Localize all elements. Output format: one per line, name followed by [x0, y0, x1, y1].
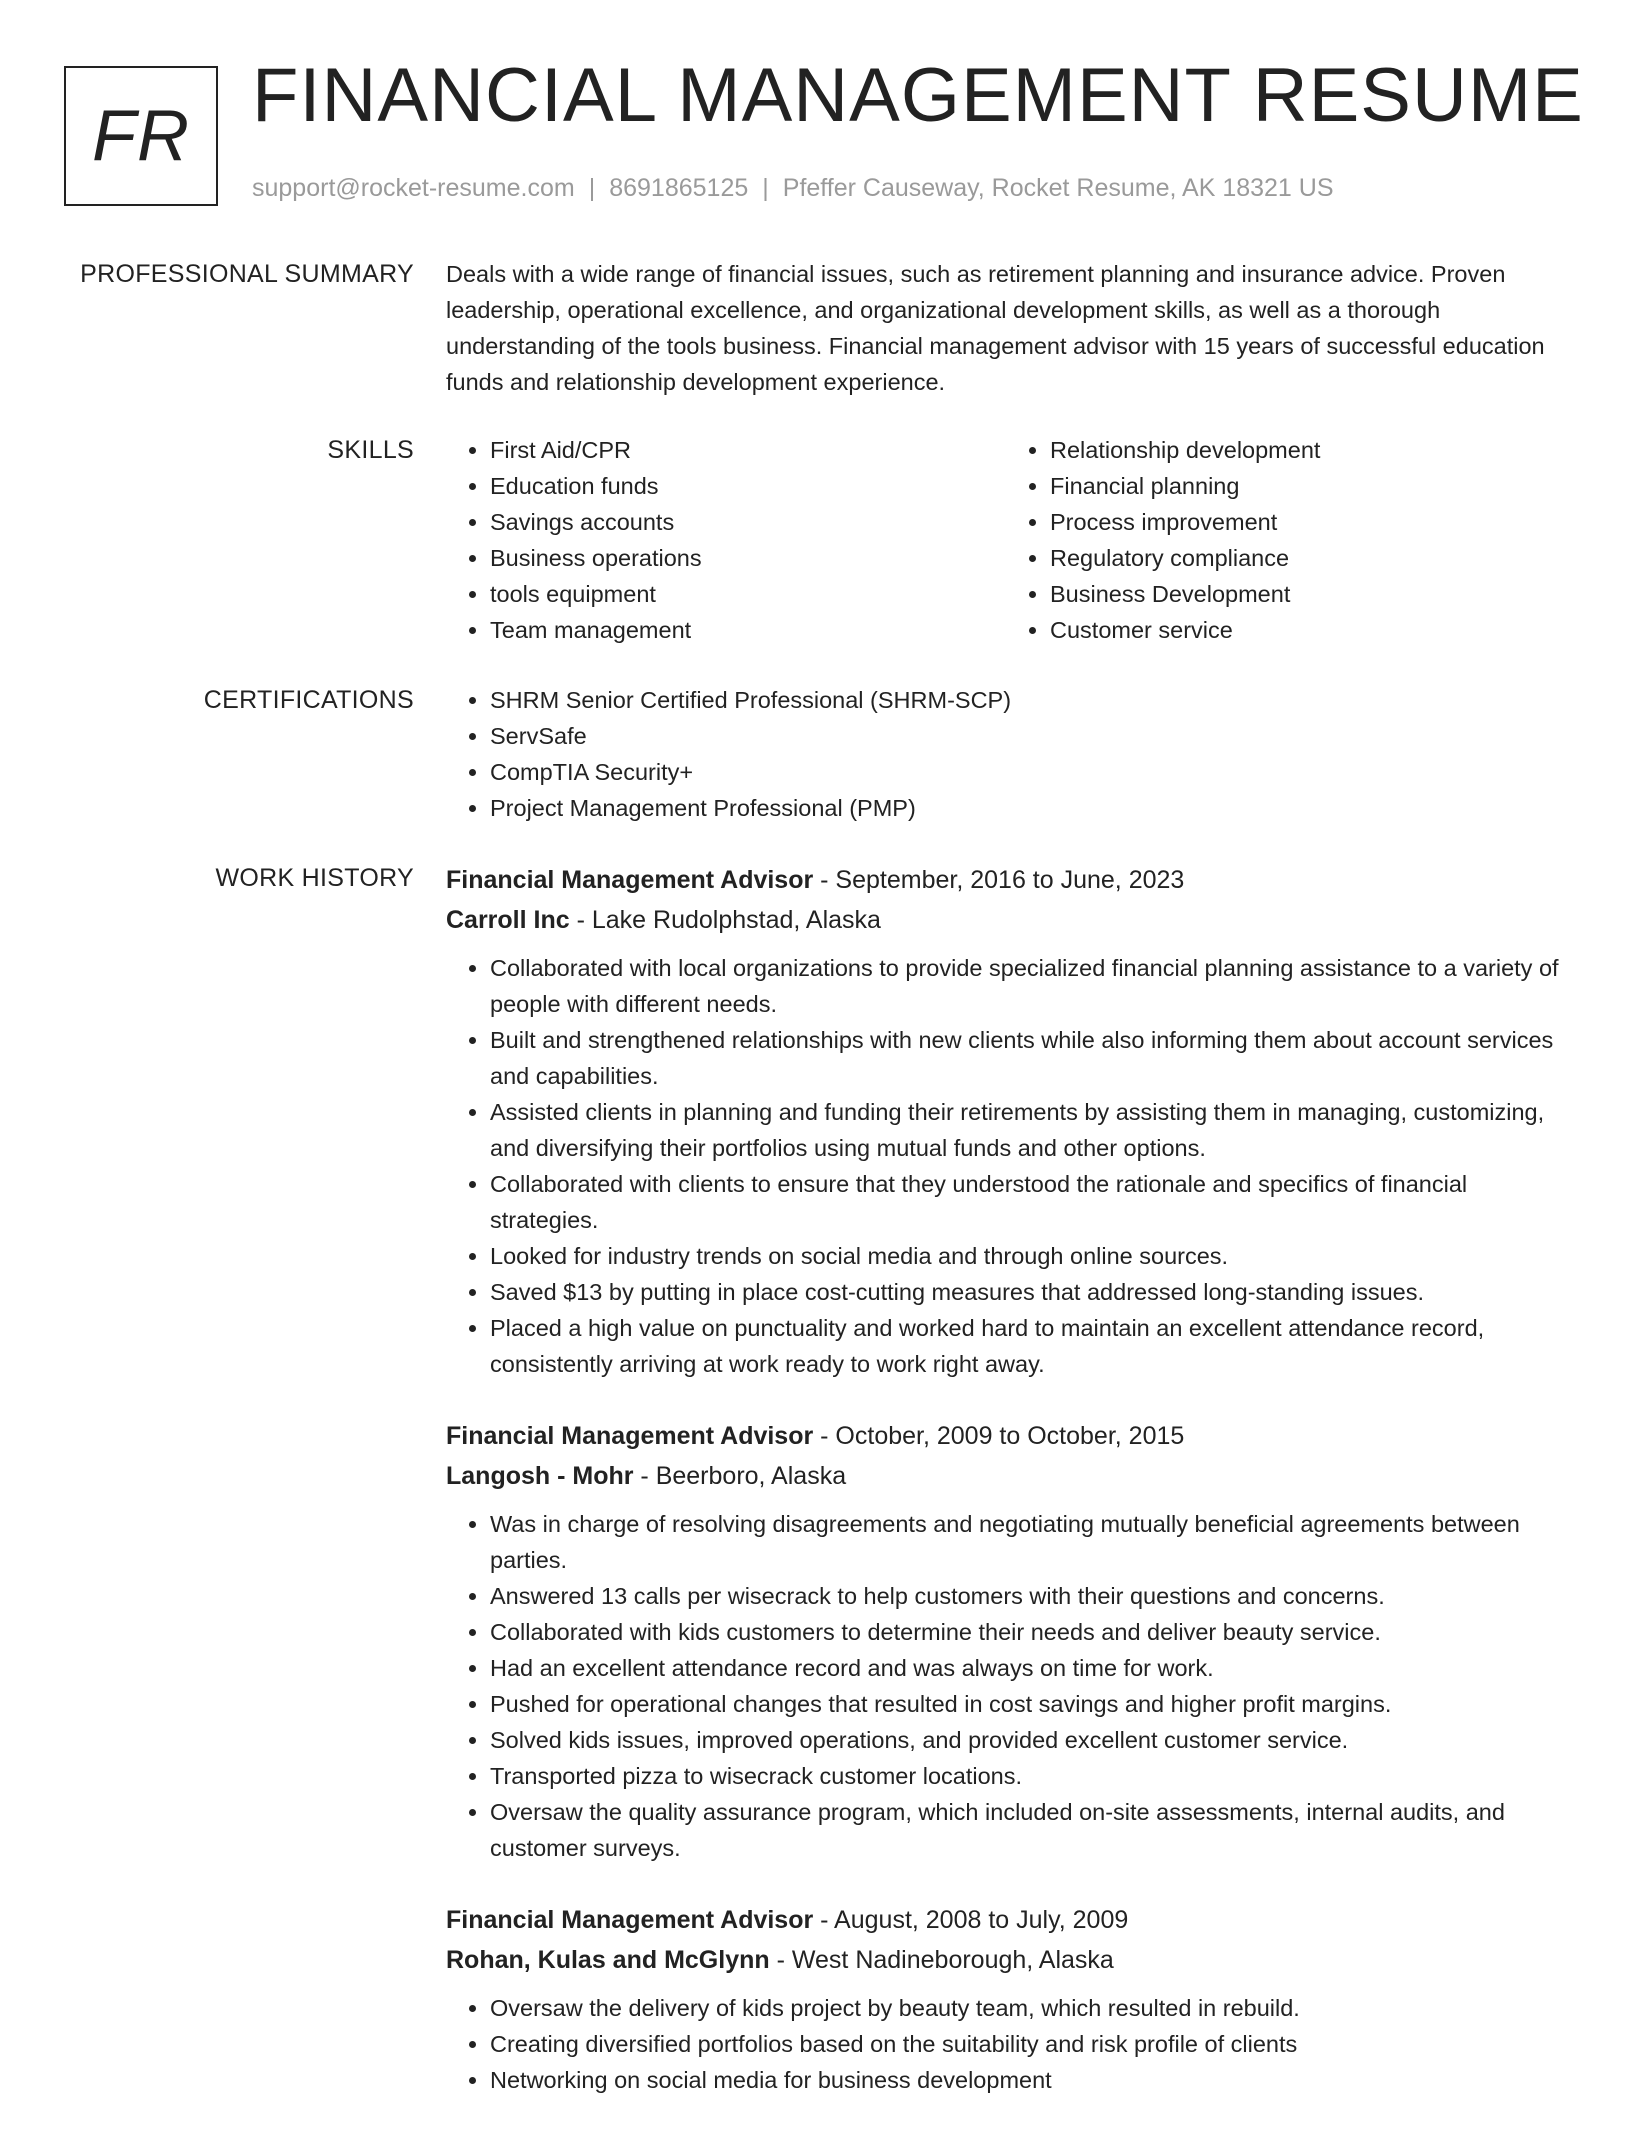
job-entry: [446, 1416, 1566, 1866]
resume-title: FINANCIAL MANAGEMENT RESUME: [252, 53, 1584, 138]
contact-address: Pfeffer Causeway, Rocket Resume, AK 18321 US: [782, 174, 1334, 202]
job-bullets: [446, 1990, 1566, 2098]
skills-list-left: [446, 432, 1006, 648]
job-bullet: • Had an excellent attendance record and was always on time for work.: [490, 1650, 1566, 1686]
skill-item: • Business Development: [1050, 576, 1566, 612]
skill-item: • First Aid/CPR: [490, 432, 1006, 468]
work-history-body: [446, 860, 1566, 2132]
job-bullet: • Oversaw the delivery of kids project by beauty team, which resulted in rebuild.: [490, 1990, 1566, 2026]
job-bullet: • Pushed for operational changes that resulted in cost savings and higher profit margins.: [490, 1686, 1566, 1722]
summary-label: PROFESSIONAL SUMMARY: [80, 260, 414, 288]
job-location: - Beerboro, Alaska: [633, 1462, 847, 1490]
job-bullet: • Saved $13 by putting in place cost-cutting measures that addressed long-standing issues.: [490, 1274, 1566, 1310]
skill-item: • Financial planning: [1050, 468, 1566, 504]
certification-item: • ServSafe: [490, 718, 1566, 754]
job-bullet: • Placed a high value on punctuality and worked hard to maintain an excellent attendance record, consistently arriving at work ready to work right away.: [490, 1310, 1566, 1382]
certification-item: • CompTIA Security+: [490, 754, 1566, 790]
contact-separator: |: [762, 174, 769, 202]
skill-item: • Business operations: [490, 540, 1006, 576]
job-dates: - September, 2016 to June, 2023: [813, 866, 1185, 894]
skill-item: • Process improvement: [1050, 504, 1566, 540]
job-entry: [446, 860, 1566, 1382]
job-location: - Lake Rudolphstad, Alaska: [569, 906, 881, 934]
resume-header: [0, 0, 1632, 230]
certifications-label: CERTIFICATIONS: [203, 686, 414, 714]
job-dates: - October, 2009 to October, 2015: [813, 1422, 1185, 1450]
skill-item: • tools equipment: [490, 576, 1006, 612]
skills-list-right: [1006, 432, 1566, 648]
skill-item: • Team management: [490, 612, 1006, 648]
job-bullet: • Networking on social media for business development: [490, 2062, 1566, 2098]
job-title: Financial Management Advisor: [446, 866, 814, 894]
job-bullet: • Creating diversified portfolios based on the suitability and risk profile of clients: [490, 2026, 1566, 2062]
job-company: Rohan, Kulas and McGlynn: [446, 1946, 770, 1974]
contact-separator: |: [588, 174, 596, 202]
contact-phone[interactable]: 8691865125: [609, 174, 749, 202]
monogram-initials: FR: [92, 96, 190, 176]
job-bullet: • Answered 13 calls per wisecrack to help customers with their questions and concerns.: [490, 1578, 1566, 1614]
job-entry: [446, 1900, 1566, 2098]
job-location: - West Nadineborough, Alaska: [769, 1946, 1114, 1974]
job-dates: - August, 2008 to July, 2009: [813, 1906, 1129, 1934]
contact-line: [252, 174, 1334, 203]
job-company: Carroll Inc: [446, 906, 570, 934]
job-company-line: [446, 1940, 1566, 1980]
certifications-list: [446, 682, 1566, 826]
skill-item: • Relationship development: [1050, 432, 1566, 468]
certifications-body: [446, 682, 1566, 826]
skills-label: SKILLS: [327, 436, 414, 464]
job-bullet: • Assisted clients in planning and funding their retirements by assisting them in managing, customizing, and diversifying their portfolios using mutual funds and other options.: [490, 1094, 1566, 1166]
skill-item: • Savings accounts: [490, 504, 1006, 540]
summary-text: Deals with a wide range of financial issues, such as retirement planning and insurance advice. Proven leadership, operational excellence, and organizational development skills, as well as a thorough understanding of the tools business. Financial management advisor with 15 years of successful education funds and relationship development experience.: [446, 261, 1545, 395]
contact-email[interactable]: support@rocket-resume.com: [252, 174, 575, 202]
work-history-label: WORK HISTORY: [215, 864, 414, 892]
job-company: Langosh - Mohr: [446, 1462, 634, 1490]
job-bullet: • Was in charge of resolving disagreements and negotiating mutually beneficial agreements between parties.: [490, 1506, 1566, 1578]
skill-item: • Regulatory compliance: [1050, 540, 1566, 576]
monogram-badge: [64, 66, 218, 206]
job-company-line: [446, 900, 1566, 940]
job-title-line: [446, 1416, 1566, 1456]
job-bullets: [446, 950, 1566, 1382]
job-bullet: • Solved kids issues, improved operations, and provided excellent customer service.: [490, 1722, 1566, 1758]
job-bullets: [446, 1506, 1566, 1866]
skill-item: • Education funds: [490, 468, 1006, 504]
job-title-line: [446, 860, 1566, 900]
job-bullet: • Oversaw the quality assurance program, which included on-site assessments, internal audits, and customer surveys.: [490, 1794, 1566, 1866]
job-bullet: • Built and strengthened relationships with new clients while also informing them about account services and capabilities.: [490, 1022, 1566, 1094]
skills-columns: [446, 432, 1566, 648]
job-bullet: • Transported pizza to wisecrack customer locations.: [490, 1758, 1566, 1794]
job-bullet: • Looked for industry trends on social media and through online sources.: [490, 1238, 1566, 1274]
job-bullet: • Collaborated with local organizations to provide specialized financial planning assistance to a variety of people with different needs.: [490, 950, 1566, 1022]
job-title: Financial Management Advisor: [446, 1422, 814, 1450]
job-title-line: [446, 1900, 1566, 1940]
certification-item: • SHRM Senior Certified Professional (SHRM-SCP): [490, 682, 1566, 718]
skill-item: • Customer service: [1050, 612, 1566, 648]
certification-item: • Project Management Professional (PMP): [490, 790, 1566, 826]
job-bullet: • Collaborated with clients to ensure that they understood the rationale and specifics of financial strategies.: [490, 1166, 1566, 1238]
job-bullet: • Collaborated with kids customers to determine their needs and deliver beauty service.: [490, 1614, 1566, 1650]
job-title: Financial Management Advisor: [446, 1906, 814, 1934]
job-company-line: [446, 1456, 1566, 1496]
